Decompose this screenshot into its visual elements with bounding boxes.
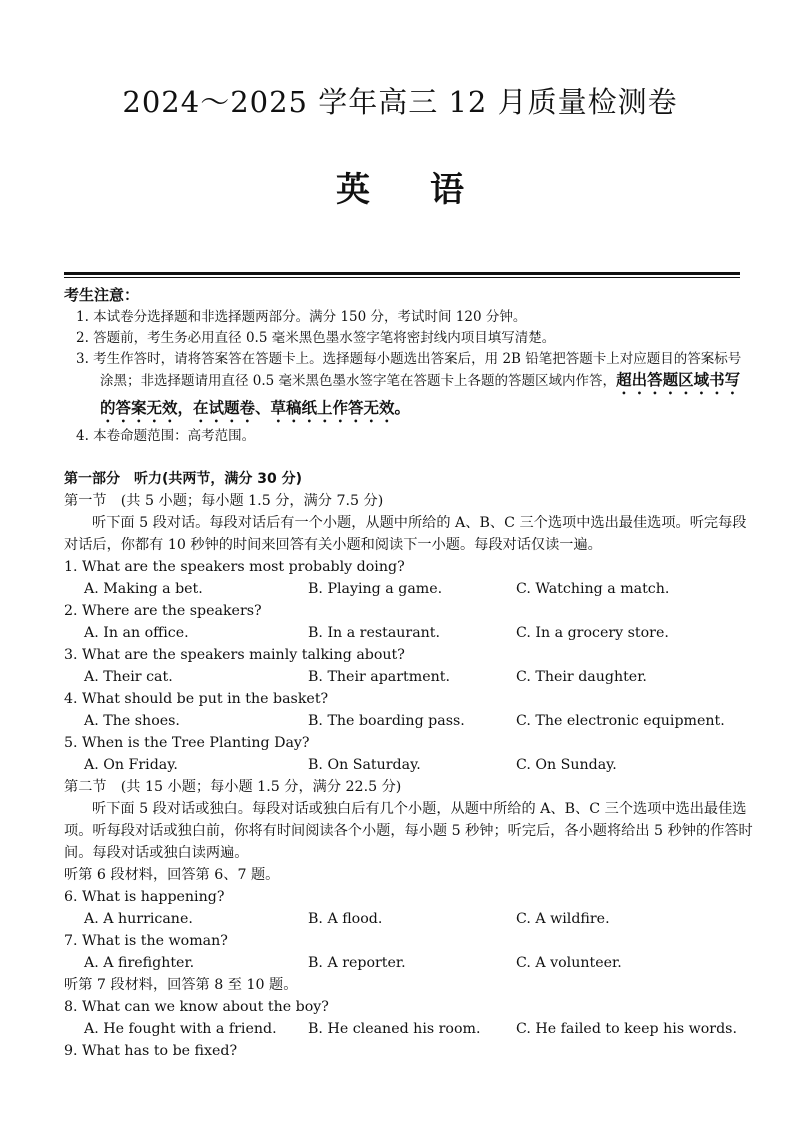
notice-item: 2. 答题前，考生务必用直径 0.5 毫米黑色墨水签字笔将密封线内项目填写清楚。: [76, 330, 556, 346]
candidate-notice: [64, 284, 754, 447]
question-options: [64, 666, 754, 688]
question-group-3: [64, 996, 754, 1062]
notice-item: [52, 349, 754, 426]
option-c: C. The electronic equipment.: [516, 713, 725, 729]
question-stem: 1. What are the speakers most probably doing?: [64, 559, 405, 575]
material-note: 听第 7 段材料，回答第 8 至 10 题。: [64, 977, 298, 993]
option-b: B. The boarding pass.: [308, 713, 465, 729]
option-c: C. On Sunday.: [516, 757, 617, 773]
notice-item: 4. 本卷命题范围：高考范围。: [76, 428, 256, 444]
option-b: B. Their apartment.: [308, 669, 450, 685]
question-options: [64, 908, 754, 930]
subject-title: 英语: [336, 170, 524, 210]
option-a: A. A hurricane.: [84, 911, 193, 927]
notice-item-text: 3. 考生作答时，请将答案答在答题卡上。选择题每小题选出答案后，用 2B 铅笔把答题卡上对应题目的答案标号涂黑；非选择题请用直径 0.5 毫米黑色墨水签字笔在答题卡上各题的答题区域内作答，: [76, 351, 742, 389]
question-options: [64, 622, 754, 644]
question-group-1: [64, 556, 754, 776]
question-stem: 3. What are the speakers mainly talking about?: [64, 647, 405, 663]
option-a: A. A firefighter.: [84, 955, 195, 971]
question-stem: 9. What has to be fixed?: [64, 1043, 238, 1059]
question-options: [64, 1018, 754, 1040]
question-stem: 2. Where are the speakers?: [64, 603, 262, 619]
option-b: B. In a restaurant.: [308, 625, 441, 641]
question-item: [64, 996, 754, 1040]
option-c: C. A volunteer.: [516, 955, 622, 971]
question-options: [64, 952, 754, 974]
option-a: A. Their cat.: [84, 669, 173, 685]
question-item: [64, 688, 754, 732]
question-item: [64, 886, 754, 930]
notice-item: 1. 本试卷分选择题和非选择题两部分。满分 150 分，考试时间 120 分钟。: [76, 309, 527, 325]
header-divider: [64, 272, 740, 275]
option-b: B. He cleaned his room.: [308, 1021, 481, 1037]
question-options: [64, 578, 754, 600]
exam-title: 2024～2025 学年高三 12 月质量检测卷: [122, 85, 678, 119]
option-a: A. The shoes.: [84, 713, 180, 729]
section-instructions: 听下面 5 段对话或独白。每段对话或独白后有几个小题，从题中所给的 A、B、C 三个选项中选出最佳选项。听每段对话或独白前，你将有时间阅读各个小题，每小题 5 秒钟；听完后，各小题将给出 5 秒钟的作答时间。每段对话或独白读两遍。: [64, 801, 753, 861]
option-a: A. He fought with a friend.: [84, 1021, 277, 1037]
section-heading: 第一节 (共 5 小题；每小题 1.5 分，满分 7.5 分): [64, 493, 384, 509]
question-item: [64, 556, 754, 600]
question-item: [64, 644, 754, 688]
listening-part: [64, 468, 754, 1062]
notice-heading: 考生注意：: [64, 286, 140, 304]
question-stem: 5. When is the Tree Planting Day?: [64, 735, 310, 751]
option-b: B. A reporter.: [308, 955, 406, 971]
section-heading: 第二节 (共 15 小题；每小题 1.5 分，满分 22.5 分): [64, 779, 402, 795]
option-a: A. Making a bet.: [84, 581, 203, 597]
question-stem: 7. What is the woman?: [64, 933, 228, 949]
question-group-2: [64, 886, 754, 974]
part-heading: 第一部分 听力(共两节，满分 30 分): [64, 471, 303, 487]
question-stem: 6. What is happening?: [64, 889, 225, 905]
option-c: C. In a grocery store.: [516, 625, 669, 641]
option-a: A. On Friday.: [84, 757, 178, 773]
question-options: [64, 754, 754, 776]
section-instructions: 听下面 5 段对话。每段对话后有一个小题，从题中所给的 A、B、C 三个选项中选出最佳选项。听完每段对话后，你都有 10 秒钟的时间来回答有关小题和阅读下一小题。每段对话仅读一遍。: [64, 515, 747, 553]
header-divider-thin: [64, 277, 740, 278]
question-item: [64, 930, 754, 974]
question-options: [64, 710, 754, 732]
option-b: B. A flood.: [308, 911, 383, 927]
option-b: B. Playing a game.: [308, 581, 443, 597]
option-a: A. In an office.: [84, 625, 189, 641]
notice-emphasis: 超出答题区域书写的答案无效，在试题卷、草稿纸上作答无效。: [100, 371, 741, 417]
question-item: [64, 732, 754, 776]
question-stem: 8. What can we know about the boy?: [64, 999, 329, 1015]
option-c: C. A wildfire.: [516, 911, 610, 927]
material-note: 听第 6 段材料，回答第 6、7 题。: [64, 867, 280, 883]
question-stem: 4. What should be put in the basket?: [64, 691, 329, 707]
question-item: [64, 600, 754, 644]
option-b: B. On Saturday.: [308, 757, 421, 773]
option-c: C. Watching a match.: [516, 581, 670, 597]
option-c: C. He failed to keep his words.: [516, 1021, 737, 1037]
option-c: C. Their daughter.: [516, 669, 647, 685]
